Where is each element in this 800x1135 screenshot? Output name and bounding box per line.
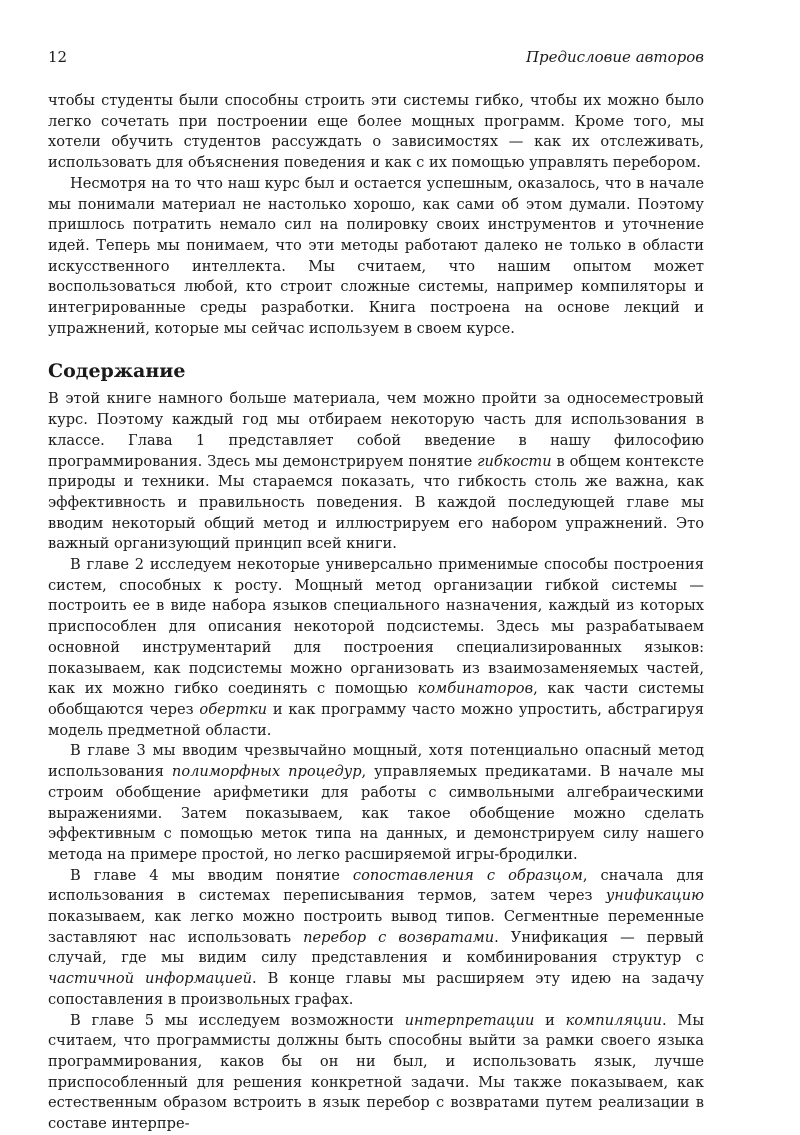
text-segment: , управляемых предикатами. В начале мы строим обобщение арифметики для работы с символьными алгебраическими выражениями. Затем показываем, как такое обобщение можно сделать эффективным с помощью меток типа на данных, и демонстрируем силу нашего метода на примере простой, но легко расширяемой игры-бродилки. bbox=[48, 763, 704, 863]
emphasized-term: полиморфных процедур bbox=[171, 763, 362, 781]
text-segment: . В конце главы мы расширяем эту идею на задачу сопоставления в произвольных графах. bbox=[48, 970, 704, 1008]
emphasized-term: перебор с возвратами bbox=[303, 928, 495, 946]
text-segment: Несмотря на то что наш курс был и остается успешным, оказалось, что в начале мы понимали материал не настолько хорошо, как сами об этом думали. Поэтому пришлось потратить немало сил на полировку своих инструментов и уточнение идей. Теперь мы понимаем, что эти методы работают далеко не только в области искусственного интеллекта. Мы считаем, что нашим опытом может воспользоваться любой, кто строит сложные системы, например компиляторы и интегрированные среды разработки. Книга построена на основе лекций и упражнений, которые мы сейчас используем в своем курсе. bbox=[48, 174, 704, 337]
emphasized-term: сопоставления с образцом bbox=[352, 866, 583, 884]
text-segment: . Унификация — первый случай, где мы видим силу представления и комбинирования структур с bbox=[48, 928, 704, 967]
page-number: 12 bbox=[48, 48, 68, 66]
emphasized-term: унификацию bbox=[605, 887, 704, 905]
paragraph bbox=[48, 555, 704, 741]
paragraph bbox=[48, 741, 704, 865]
page-header bbox=[48, 48, 704, 70]
emphasized-term: интерпретации bbox=[404, 1011, 535, 1029]
page-body bbox=[48, 91, 704, 1135]
paragraph bbox=[48, 1011, 704, 1135]
emphasized-term: обертки bbox=[199, 700, 268, 718]
paragraph bbox=[48, 389, 704, 555]
text-segment: В главе 3 мы вводим чрезвычайно мощный, хотя потенциально опасный метод использования bbox=[48, 742, 704, 781]
intro-section bbox=[48, 91, 704, 339]
text-segment: . Мы считаем, что программисты должны быть способны выйти за рамки своего языка программирования, каков бы он ни был, и использовать язык, лучше приспособленный для решения конкретной задачи. Мы также показываем, как естественным образом встроить в язык перебор с возвратами путем реализации в составе интерпре- bbox=[48, 1011, 704, 1133]
emphasized-term: комбинаторов bbox=[417, 680, 534, 698]
section-heading: Содержание bbox=[48, 360, 186, 383]
paragraph bbox=[48, 866, 704, 1011]
text-segment: и bbox=[534, 1011, 566, 1029]
running-title: Предисловие авторов bbox=[525, 48, 704, 66]
text-segment: , сначала для использования в системах переписывания термов, затем через bbox=[48, 866, 704, 905]
contents-section bbox=[48, 389, 704, 1134]
text-segment: В главе 2 исследуем некоторые универсально применимые способы построения систем, способных к росту. Мощный метод организации гибкой системы — построить ее в виде набора языков специального назначения, каждый из которых приспособлен для описания некоторой подсистемы. Здесь мы разрабатываем основной инструментарий для построения специализированных языков: показываем, как подсистемы можно организовать из взаимозаменяемых частей, как их можно гибко соединять с помощью bbox=[48, 556, 704, 698]
text-segment: чтобы студенты были способны строить эти системы гибко, чтобы их можно было легко сочетать при построении еще более мощных программ. Кроме того, мы хотели обучить студентов рассуждать о зависимостях — как их отслеживать, использовать для объяснения поведения и как с их помощью управлять перебором. bbox=[48, 92, 704, 172]
text-segment: В главе 4 мы вводим понятие bbox=[70, 866, 353, 884]
paragraph bbox=[48, 174, 704, 340]
paragraph bbox=[48, 91, 704, 174]
text-segment: В главе 5 мы исследуем возможности bbox=[70, 1011, 405, 1029]
emphasized-term: компиляции bbox=[565, 1011, 663, 1029]
text-segment: , как части системы обобщаются через bbox=[48, 680, 704, 718]
text-segment: В этой книге намного больше материала, чем можно пройти за односеместровый курс. Поэтому каждый год мы отбираем некоторую часть для использования в классе. Глава 1 представляет собой введение в нашу философию программирования. Здесь мы демонстрируем понятие bbox=[48, 390, 704, 470]
emphasized-term: частичной информацией bbox=[48, 970, 253, 988]
text-segment: в общем контексте природы и техники. Мы стараемся показать, что гибкость столь же важна, как эффективность и правильность поведения. В каждой последующей главе мы вводим некоторый общий метод и иллюстрируем его набором упражнений. Это важный организующий принцип всей книги. bbox=[48, 452, 704, 553]
text-segment: показываем, как легко можно построить вывод типов. Сегментные переменные заставляют нас использовать bbox=[48, 908, 704, 946]
emphasized-term: гибкости bbox=[477, 452, 552, 470]
text-segment: и как программу часто можно упростить, абстрагируя модель предметной области. bbox=[48, 700, 704, 739]
